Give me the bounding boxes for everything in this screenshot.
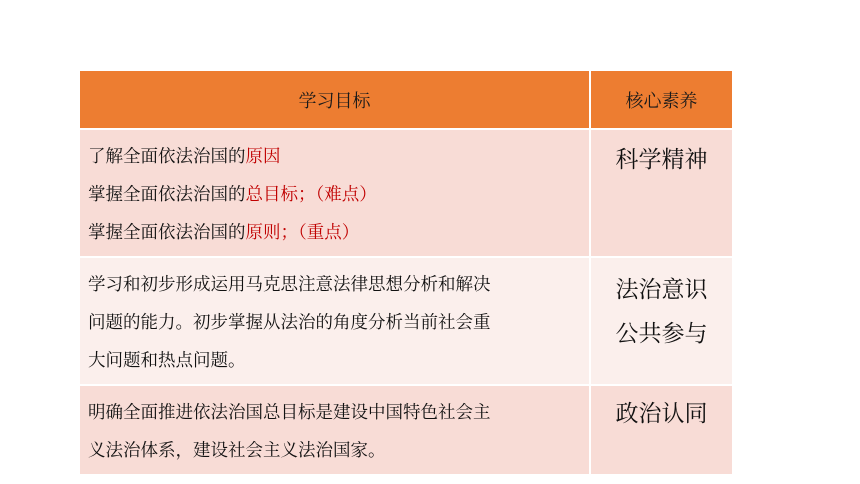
literacy-cell [590, 257, 732, 385]
goal-line: 义法治体系，建设社会主义法治国家。 [88, 441, 386, 461]
goal-line: 问题的能力。初步掌握从法治的角度分析当前社会重 [88, 313, 491, 333]
literacy-label: 法治意识 [615, 277, 708, 303]
table-row [80, 129, 732, 257]
literacy-cell [590, 385, 732, 474]
table-row [80, 385, 732, 474]
goal-highlight: 原则；（重点） [245, 223, 360, 243]
goal-line: 了解全面依法治国的原因 [88, 147, 281, 167]
header-core-literacy: 核心素养 [590, 71, 732, 129]
goal-cell [80, 257, 590, 385]
goal-line: 掌握全面依法治国的原则；（重点） [88, 223, 360, 243]
literacy-label: 公共参与 [615, 321, 708, 347]
literacy-cell [590, 129, 732, 257]
table-row [80, 257, 732, 385]
literacy-label: 科学精神 [615, 147, 708, 173]
header-learning-goals: 学习目标 [80, 71, 590, 129]
goal-line: 学习和初步形成运用马克思注意法律思想分析和解决 [88, 275, 491, 295]
literacy-label: 政治认同 [615, 401, 708, 427]
table-header-row [80, 71, 732, 129]
goal-cell [80, 129, 590, 257]
goal-line: 大问题和热点问题。 [88, 351, 246, 371]
goal-cell [80, 385, 590, 474]
learning-goals-table [80, 71, 732, 474]
goal-line: 掌握全面依法治国的总目标；（难点） [88, 185, 377, 205]
goal-line: 明确全面推进依法治国总目标是建设中国特色社会主 [88, 403, 491, 423]
goal-highlight: 总目标；（难点） [245, 185, 377, 205]
goal-highlight: 原因 [245, 147, 281, 167]
